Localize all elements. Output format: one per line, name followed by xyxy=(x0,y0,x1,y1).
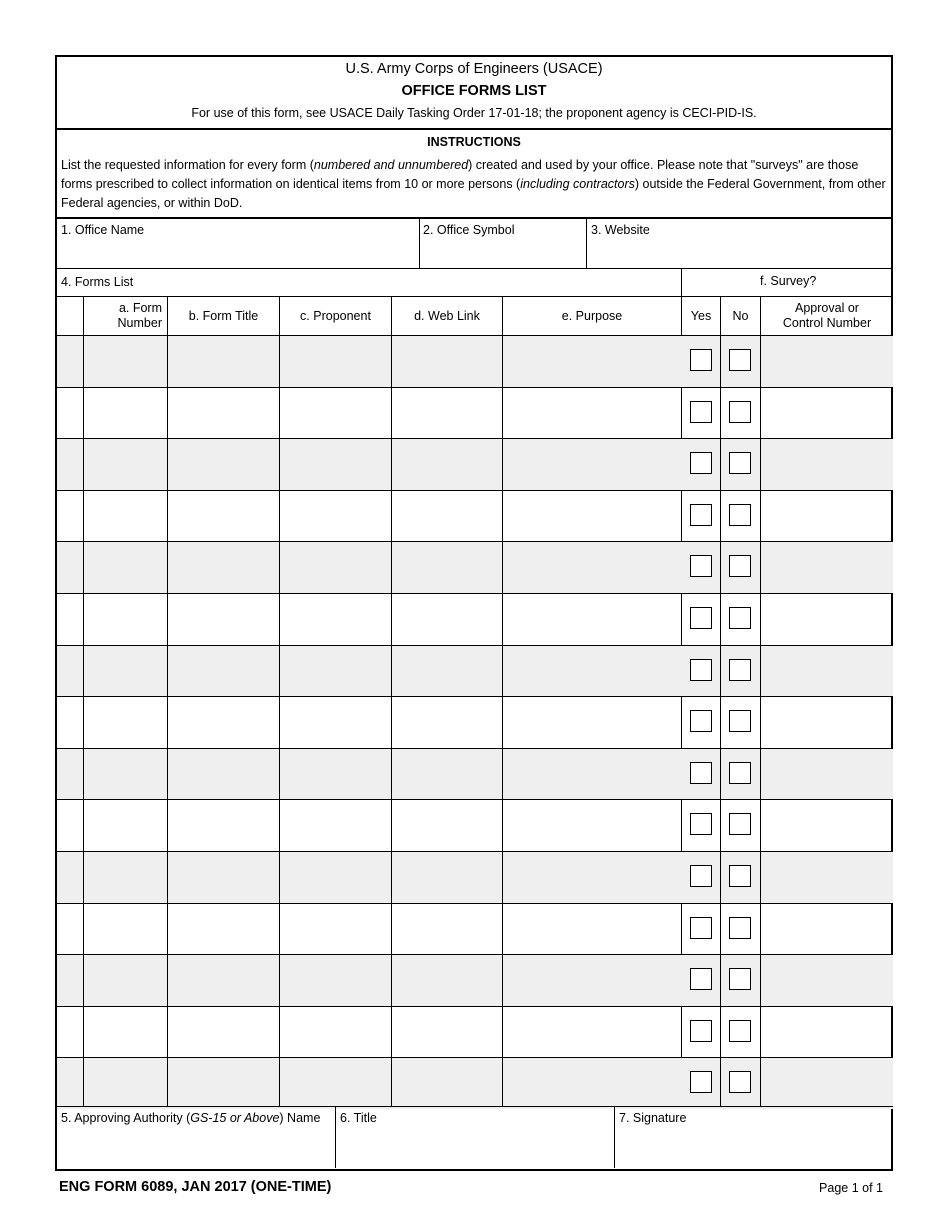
cell-form-number[interactable] xyxy=(84,1058,167,1109)
survey-no-checkbox[interactable] xyxy=(729,762,751,784)
cell-web-link[interactable] xyxy=(392,749,502,800)
survey-no-checkbox[interactable] xyxy=(729,917,751,939)
col-proponent: c. Proponent xyxy=(300,308,371,323)
cell-form-number[interactable] xyxy=(84,491,167,542)
cell-purpose[interactable] xyxy=(503,955,681,1006)
cell-form-number[interactable] xyxy=(84,388,167,439)
cell-proponent[interactable] xyxy=(280,646,391,697)
cell-approval[interactable] xyxy=(761,336,893,387)
row-index-cell xyxy=(57,388,83,439)
row-index-cell xyxy=(57,800,83,851)
title-field[interactable] xyxy=(336,1107,614,1167)
cell-web-link[interactable] xyxy=(392,1058,502,1109)
cell-form-title[interactable] xyxy=(168,542,279,593)
cell-purpose[interactable] xyxy=(503,388,681,439)
cell-web-link[interactable] xyxy=(392,904,502,955)
cell-approval[interactable] xyxy=(761,697,893,748)
authority-italic: GS-15 or Above xyxy=(190,1111,280,1125)
survey-no-checkbox[interactable] xyxy=(729,659,751,681)
cell-approval[interactable] xyxy=(761,594,893,645)
office-name-field[interactable] xyxy=(57,219,419,267)
signature-field[interactable] xyxy=(615,1107,891,1167)
cell-form-title[interactable] xyxy=(168,1058,279,1109)
survey-no-checkbox[interactable] xyxy=(729,1020,751,1042)
cell-form-title[interactable] xyxy=(168,697,279,748)
survey-yes-checkbox[interactable] xyxy=(690,917,712,939)
survey-no-checkbox[interactable] xyxy=(729,452,751,474)
cell-proponent[interactable] xyxy=(280,1007,391,1058)
survey-yes-checkbox[interactable] xyxy=(690,813,712,835)
cell-proponent[interactable] xyxy=(280,1058,391,1109)
cell-form-title[interactable] xyxy=(168,955,279,1006)
office-symbol-label: 2. Office Symbol xyxy=(423,223,515,237)
cell-approval[interactable] xyxy=(761,852,893,903)
cell-form-title[interactable] xyxy=(168,1007,279,1058)
authority-prefix: 5. Approving Authority ( xyxy=(61,1111,191,1125)
cell-proponent[interactable] xyxy=(280,491,391,542)
cell-purpose[interactable] xyxy=(503,594,681,645)
cell-form-number[interactable] xyxy=(84,336,167,387)
survey-no-checkbox[interactable] xyxy=(729,555,751,577)
row-index-cell xyxy=(57,852,83,903)
survey-yes-checkbox[interactable] xyxy=(690,349,712,371)
cell-approval[interactable] xyxy=(761,1007,893,1058)
survey-yes-checkbox[interactable] xyxy=(690,607,712,629)
cell-purpose[interactable] xyxy=(503,1007,681,1058)
cell-proponent[interactable] xyxy=(280,697,391,748)
row-index-cell xyxy=(57,1007,83,1058)
cell-approval[interactable] xyxy=(761,749,893,800)
cell-form-title[interactable] xyxy=(168,646,279,697)
survey-yes-checkbox[interactable] xyxy=(690,762,712,784)
cell-purpose[interactable] xyxy=(503,852,681,903)
instructions-part3: ) outside the Federal Government, from other Federal agencies, or within DoD. xyxy=(61,177,886,210)
col-approval: Approval or Control Number xyxy=(782,301,872,330)
row-index-cell xyxy=(57,542,83,593)
website-field[interactable] xyxy=(587,219,891,267)
cell-proponent[interactable] xyxy=(280,439,391,490)
form-id: ENG FORM 6089, JAN 2017 (ONE-TIME) xyxy=(59,1179,332,1195)
col-no: No xyxy=(732,308,749,323)
cell-form-title[interactable] xyxy=(168,439,279,490)
instructions-italic2: including contractors xyxy=(520,177,635,191)
cell-form-title[interactable] xyxy=(168,904,279,955)
col-form-title: b. Form Title xyxy=(188,308,259,323)
cell-form-title[interactable] xyxy=(168,852,279,903)
col-purpose: e. Purpose xyxy=(561,308,623,323)
divider xyxy=(760,296,761,1106)
cell-form-number[interactable] xyxy=(84,749,167,800)
row-index-cell xyxy=(57,749,83,800)
col-web-link: d. Web Link xyxy=(414,308,480,323)
cell-proponent[interactable] xyxy=(280,388,391,439)
survey-yes-checkbox[interactable] xyxy=(690,555,712,577)
survey-yes-checkbox[interactable] xyxy=(690,1071,712,1093)
forms-list-label: 4. Forms List xyxy=(61,275,134,289)
survey-label: f. Survey? xyxy=(760,274,817,288)
cell-purpose[interactable] xyxy=(503,1058,681,1109)
cell-approval[interactable] xyxy=(761,439,893,490)
cell-proponent[interactable] xyxy=(280,904,391,955)
cell-form-number[interactable] xyxy=(84,904,167,955)
row-index-cell xyxy=(57,1058,83,1109)
survey-no-checkbox[interactable] xyxy=(729,968,751,990)
survey-no-checkbox[interactable] xyxy=(729,865,751,887)
office-symbol-field[interactable] xyxy=(420,219,586,267)
cell-web-link[interactable] xyxy=(392,800,502,851)
cell-form-number[interactable] xyxy=(84,1007,167,1058)
cell-web-link[interactable] xyxy=(392,388,502,439)
divider xyxy=(57,128,893,130)
cell-approval[interactable] xyxy=(761,388,893,439)
cell-web-link[interactable] xyxy=(392,491,502,542)
agency-name: U.S. Army Corps of Engineers (USACE) xyxy=(345,61,603,77)
cell-proponent[interactable] xyxy=(280,800,391,851)
row-index-cell xyxy=(57,904,83,955)
cell-form-number[interactable] xyxy=(84,439,167,490)
col-form-number: a. Form Number xyxy=(117,301,162,330)
survey-yes-checkbox[interactable] xyxy=(690,401,712,423)
cell-purpose[interactable] xyxy=(503,542,681,593)
cell-approval[interactable] xyxy=(761,800,893,851)
survey-no-checkbox[interactable] xyxy=(729,710,751,732)
row-index-cell xyxy=(57,594,83,645)
survey-yes-checkbox[interactable] xyxy=(690,865,712,887)
cell-purpose[interactable] xyxy=(503,646,681,697)
survey-no-checkbox[interactable] xyxy=(729,1071,751,1093)
survey-no-checkbox[interactable] xyxy=(729,504,751,526)
cell-approval[interactable] xyxy=(761,646,893,697)
page-number: Page 1 of 1 xyxy=(819,1181,883,1195)
row-index-cell xyxy=(57,955,83,1006)
survey-no-checkbox[interactable] xyxy=(729,607,751,629)
cell-form-number[interactable] xyxy=(84,955,167,1006)
cell-web-link[interactable] xyxy=(392,542,502,593)
cell-proponent[interactable] xyxy=(280,852,391,903)
form-title: OFFICE FORMS LIST xyxy=(401,83,547,99)
cell-web-link[interactable] xyxy=(392,439,502,490)
cell-approval[interactable] xyxy=(761,955,893,1006)
survey-no-checkbox[interactable] xyxy=(729,813,751,835)
survey-yes-checkbox[interactable] xyxy=(690,710,712,732)
cell-web-link[interactable] xyxy=(392,955,502,1006)
cell-form-number[interactable] xyxy=(84,697,167,748)
survey-yes-checkbox[interactable] xyxy=(690,504,712,526)
cell-form-number[interactable] xyxy=(84,800,167,851)
instructions-text xyxy=(61,156,889,213)
signature-label: 7. Signature xyxy=(619,1111,687,1125)
cell-form-title[interactable] xyxy=(168,800,279,851)
form-subtitle: For use of this form, see USACE Daily Tasking Order 17-01-18; the proponent agency is CECI-PID-IS. xyxy=(191,106,757,120)
cell-form-number[interactable] xyxy=(84,852,167,903)
cell-proponent[interactable] xyxy=(280,336,391,387)
divider xyxy=(502,296,503,1106)
cell-approval[interactable] xyxy=(761,904,893,955)
authority-suffix: ) Name xyxy=(279,1111,321,1125)
survey-no-checkbox[interactable] xyxy=(729,349,751,371)
cell-purpose[interactable] xyxy=(503,697,681,748)
cell-purpose[interactable] xyxy=(503,749,681,800)
cell-web-link[interactable] xyxy=(392,1007,502,1058)
office-name-label: 1. Office Name xyxy=(61,223,145,237)
website-label: 3. Website xyxy=(591,223,650,237)
col-yes: Yes xyxy=(690,308,712,323)
cell-form-title[interactable] xyxy=(168,749,279,800)
cell-purpose[interactable] xyxy=(503,904,681,955)
cell-purpose[interactable] xyxy=(503,336,681,387)
cell-proponent[interactable] xyxy=(280,594,391,645)
divider xyxy=(167,296,168,1106)
cell-web-link[interactable] xyxy=(392,594,502,645)
divider xyxy=(279,296,280,1106)
row-index-cell xyxy=(57,439,83,490)
instructions-heading: INSTRUCTIONS xyxy=(427,135,521,149)
cell-proponent[interactable] xyxy=(280,955,391,1006)
cell-approval[interactable] xyxy=(761,491,893,542)
cell-form-title[interactable] xyxy=(168,594,279,645)
cell-form-title[interactable] xyxy=(168,388,279,439)
survey-yes-checkbox[interactable] xyxy=(690,968,712,990)
cell-form-number[interactable] xyxy=(84,646,167,697)
cell-approval[interactable] xyxy=(761,542,893,593)
cell-approval[interactable] xyxy=(761,1058,893,1109)
cell-form-number[interactable] xyxy=(84,594,167,645)
cell-web-link[interactable] xyxy=(392,697,502,748)
row-index-cell xyxy=(57,646,83,697)
instructions-part1: List the requested information for every form ( xyxy=(61,158,314,172)
cell-web-link[interactable] xyxy=(392,336,502,387)
cell-web-link[interactable] xyxy=(392,646,502,697)
cell-web-link[interactable] xyxy=(392,852,502,903)
cell-form-number[interactable] xyxy=(84,542,167,593)
cell-purpose[interactable] xyxy=(503,439,681,490)
instructions-italic1: numbered and unnumbered xyxy=(313,158,469,172)
survey-yes-checkbox[interactable] xyxy=(690,1020,712,1042)
row-index-cell xyxy=(57,491,83,542)
survey-yes-checkbox[interactable] xyxy=(690,659,712,681)
cell-purpose[interactable] xyxy=(503,800,681,851)
survey-yes-checkbox[interactable] xyxy=(690,452,712,474)
divider xyxy=(391,296,392,1106)
approving-authority-field[interactable] xyxy=(57,1107,335,1167)
row-index-cell xyxy=(57,336,83,387)
cell-purpose[interactable] xyxy=(503,491,681,542)
divider xyxy=(720,296,721,1106)
divider xyxy=(57,268,893,269)
cell-form-title[interactable] xyxy=(168,491,279,542)
row-index-cell xyxy=(57,697,83,748)
cell-proponent[interactable] xyxy=(280,749,391,800)
title-label: 6. Title xyxy=(340,1111,377,1125)
cell-proponent[interactable] xyxy=(280,542,391,593)
divider xyxy=(83,296,84,1106)
cell-form-title[interactable] xyxy=(168,336,279,387)
survey-no-checkbox[interactable] xyxy=(729,401,751,423)
instructions-part2: ) created and used by your office. Please note that "surveys" are those forms prescribed to collect information on identical items from 10 or more persons ( xyxy=(61,158,859,191)
